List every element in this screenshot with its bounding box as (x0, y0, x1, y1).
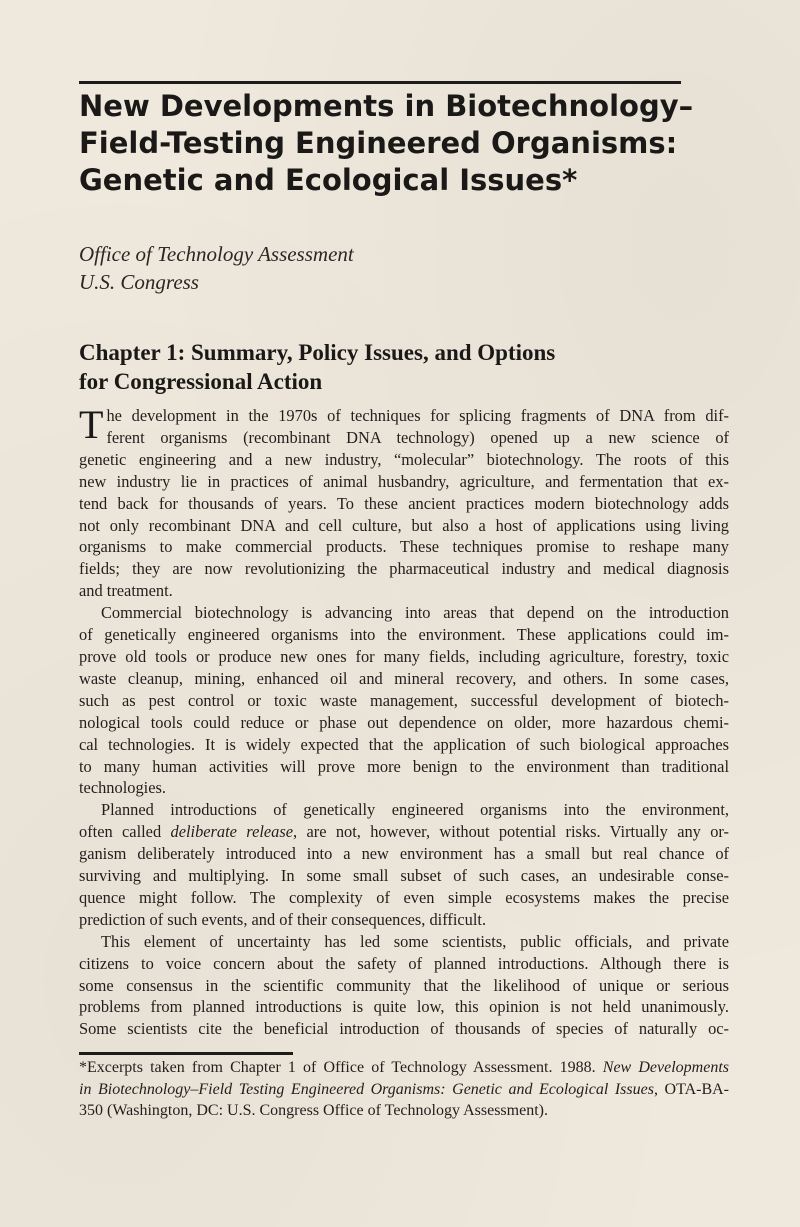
text-line: not only recombinant DNA and cell culture, but also a host of applications using living (79, 515, 729, 535)
text-line: to many human activities will prove more benign to the environment than traditional (79, 756, 729, 776)
text-line: waste cleanup, mining, enhanced oil and mineral recovery, and others. In some cases, (79, 668, 729, 688)
author-affiliation (79, 240, 579, 296)
text-line: problems from planned introductions is quite low, this opinion is not held unanimously. (79, 997, 729, 1017)
article-title-line: New Developments in Biotechnology– (79, 89, 694, 123)
text-segment: *Excerpts taken from Chapter 1 of Office of Technology Assessment. 1988. (79, 1059, 603, 1076)
paragraph-1 (79, 402, 729, 602)
text-line: prediction of such events, and of their consequences, difficult. (79, 909, 487, 929)
text-line: tend back for thousands of years. To these ancient practices modern biotechnology adds (79, 493, 729, 513)
article-title-line: Genetic and Ecological Issues* (79, 163, 578, 197)
text-line: and treatment. (79, 581, 173, 601)
text-line: some consensus in the scientific community that the likelihood of unique or serious (79, 975, 729, 995)
text-line: prove old tools or produce new ones for many fields, including agriculture, forestry, toxic (79, 646, 729, 666)
text-line: new industry lie in practices of animal husbandry, agriculture, and fermentation that ex- (79, 471, 729, 491)
text-line: ganism deliberately introduced into a new environment has a small but real chance of (79, 844, 729, 864)
citation-title: New Developments (602, 1059, 729, 1076)
text-line: nological tools could reduce or phase out dependence on older, more hazardous chemi- (79, 712, 729, 732)
text-line: citizens to voice concern about the safety of planned introductions. Although there is (79, 953, 729, 973)
article-title-line: Field-Testing Engineered Organisms: (79, 126, 678, 160)
text-line: This element of uncertainty has led some scientists, public officials, and private (101, 931, 729, 951)
footnote (79, 1057, 729, 1122)
citation-title: in Biotechnology–Field Testing Engineered Organisms: Genetic and Ecological Issues (79, 1080, 654, 1098)
text-line: cal technologies. It is widely expected that the application of such biological approaches (79, 734, 729, 754)
chapter-heading (79, 338, 699, 396)
title-top-rule (79, 81, 681, 84)
text-line: such as pest control or toxic waste management, successful development of biotech- (79, 690, 729, 710)
emphasized-term: deliberate release (170, 822, 294, 842)
text-segment: , OTA-BA- (653, 1080, 730, 1098)
text-line: surviving and multiplying. In some small subset of such cases, an undesirable conse- (79, 866, 729, 886)
text-line: fields; they are now revolutionizing the pharmaceutical industry and medical diagnosis (79, 559, 729, 579)
paragraph-4 (79, 931, 729, 1041)
chapter-heading-line: for Congressional Action (79, 369, 323, 394)
footnote-line (79, 1079, 729, 1101)
text-line: ferent organisms (recombinant DNA technology) opened up a new science of (106, 427, 729, 447)
footnote-line: 350 (Washington, DC: U.S. Congress Office of Technology Assessment). (79, 1102, 548, 1119)
footnote-line (79, 1057, 729, 1079)
paragraph-3 (79, 799, 729, 930)
drop-cap: T (79, 402, 104, 447)
paragraph-2 (79, 602, 729, 799)
text-line: quence might follow. The complexity of even simple ecosystems makes the precise (79, 887, 729, 907)
affiliation-organization: Office of Technology Assessment (79, 242, 354, 266)
text-segment: often called (79, 822, 171, 842)
text-line: he development in the 1970s of techniques for splicing fragments of DNA from dif- (106, 406, 729, 425)
text-line: Planned introductions of genetically engineered organisms into the environment, (101, 800, 729, 820)
text-segment: , are not, however, without potential risks. Virtually any or- (293, 822, 729, 842)
text-line (79, 821, 729, 843)
text-line: genetic engineering and a new industry, “molecular” biotechnology. The roots of this (79, 449, 729, 469)
text-line: Commercial biotechnology is advancing into areas that depend on the introduction (101, 603, 729, 623)
text-line: organisms to make commercial products. These techniques promise to reshape many (79, 537, 729, 557)
affiliation-body: U.S. Congress (79, 270, 199, 294)
text-line: of genetically engineered organisms into the environment. These applications could im- (79, 625, 729, 645)
chapter-heading-line: Chapter 1: Summary, Policy Issues, and Options (79, 340, 556, 365)
text-line: technologies. (79, 778, 166, 798)
footnote-rule (79, 1052, 293, 1055)
article-title (79, 88, 719, 199)
text-line: Some scientists cite the beneficial introduction of thousands of species of naturally oc- (79, 1019, 729, 1039)
body-text (79, 402, 729, 1040)
